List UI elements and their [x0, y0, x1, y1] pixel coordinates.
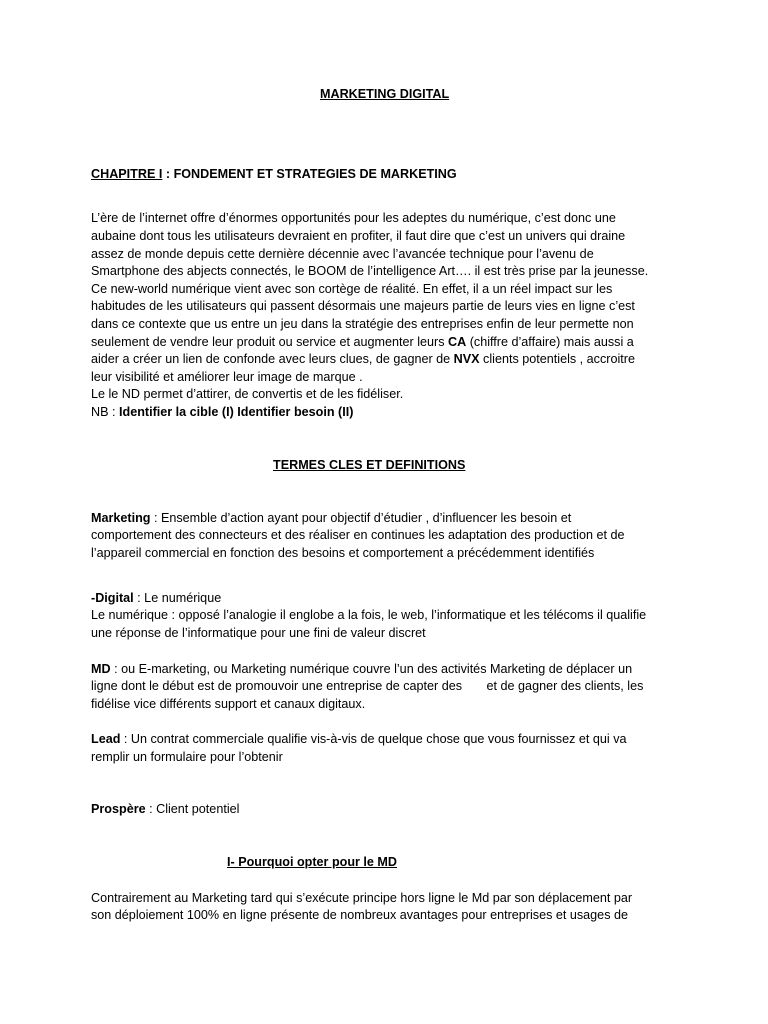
- md-def-line-2: ligne dont le début est de promouvoir une entreprise de capter des et de gagner des clients, les: [91, 679, 644, 693]
- chapter-label: CHAPITRE I: [91, 167, 163, 181]
- prospere-def-text: : Client potentiel: [145, 802, 240, 816]
- intro-line-9-text: aider a créer un lien de confonde avec leurs clues, de gagner de: [91, 352, 454, 366]
- chapter-title: : FONDEMENT ET STRATEGIES DE MARKETING: [162, 167, 457, 181]
- intro-line-4: Smartphone des abjects connectés, le BOOM de l’intelligence Art…. il est très prise par la jeunesse.: [91, 264, 649, 278]
- marketing-def-line-1: [91, 510, 571, 528]
- intro-line-6: habitudes de les utilisateurs qui passent désormais une majeurs partie de leurs vies en ligne c’est: [91, 299, 635, 313]
- intro-line-5: Ce new-world numérique vient avec son cortège de réalité. En effet, il a un réel impact sur les: [91, 282, 613, 296]
- chapter-heading: [91, 166, 457, 184]
- nb-label: NB :: [91, 405, 119, 419]
- digital-def-line-2: Le numérique : opposé l’analogie il englobe a la fois, le web, l’informatique et les télécoms il qualifie: [91, 608, 647, 622]
- intro-line-10: leur visibilité et améliorer leur image de marque .: [91, 370, 363, 384]
- lead-def-line-1: [91, 731, 627, 749]
- intro-line-9-rest: clients potentiels , accroitre: [479, 352, 635, 366]
- md-def-text: : ou E-marketing, ou Marketing numérique couvre l’un des activités Marketing de déplacer un: [110, 662, 633, 676]
- intro-line-3: assez de monde depuis cette dernière décennie avec l’avancée technique pour l’avenu de: [91, 247, 594, 261]
- md-def-line-1: [91, 661, 632, 679]
- intro-line-11: Le le ND permet d’attirer, de convertis et de les fidéliser.: [91, 387, 404, 401]
- digital-prefix: -: [91, 591, 96, 605]
- digital-term: Digital: [95, 591, 134, 605]
- marketing-def-text: : Ensemble d’action ayant pour objectif d’étudier , d’influencer les besoin et: [150, 511, 572, 525]
- nb-line: [91, 404, 353, 422]
- marketing-def-line-3: l’appareil commercial en fonction des besoins et comportement a précédemment identifiés: [91, 546, 595, 560]
- marketing-term: Marketing: [91, 511, 151, 525]
- digital-def-line-3: une réponse de l’informatique pour une fini de valeur discret: [91, 626, 426, 640]
- prospere-def-line: [91, 801, 239, 819]
- prospere-term: Prospère: [91, 802, 146, 816]
- intro-line-9: [91, 351, 635, 369]
- lead-def-line-2: remplir un formulaire pour l’obtenir: [91, 750, 283, 764]
- intro-line-1: L’ère de l’internet offre d’énormes opportunités pour les adeptes du numérique, c’est donc une: [91, 211, 616, 225]
- nb-text: Identifier la cible (I) Identifier besoin (II): [119, 405, 354, 419]
- lead-term: Lead: [91, 732, 121, 746]
- intro-line-8-rest: (chiffre d’affaire) mais aussi a: [466, 335, 634, 349]
- marketing-def-line-2: comportement des connecteurs et des réaliser en continues les adaptation des production et de: [91, 528, 625, 542]
- document-title: MARKETING DIGITAL: [320, 87, 450, 101]
- section-1-heading: I- Pourquoi opter pour le MD: [227, 855, 398, 869]
- closing-line-2: son déploiement 100% en ligne présente de nombreux avantages pour entreprises et usages de: [91, 908, 628, 922]
- intro-line-8: [91, 334, 634, 352]
- digital-def-line-1: [91, 590, 221, 608]
- nvx-term: NVX: [453, 352, 480, 366]
- intro-line-8-text: seulement de vendre leur produit ou service et augmenter leurs: [91, 335, 449, 349]
- intro-line-7: dans ce contexte que us entre un jeu dans la stratégie des entreprises enfin de leur permette non: [91, 317, 634, 331]
- closing-line-1: Contrairement au Marketing tard qui s’exécute principe hors ligne le Md par son déplacement par: [91, 891, 633, 905]
- md-def-line-3: fidélise vice différents support et canaux digitaux.: [91, 697, 366, 711]
- md-term: MD: [91, 662, 111, 676]
- intro-line-2: aubaine dont tous les utilisateurs devraient en profiter, il faut dire que c’est un univers qui draine: [91, 229, 626, 243]
- digital-def-text: : Le numérique: [133, 591, 222, 605]
- lead-def-text: : Un contrat commerciale qualifie vis-à-vis de quelque chose que vous fournissez et qui va: [120, 732, 627, 746]
- terms-heading: TERMES CLES ET DEFINITIONS: [273, 458, 466, 472]
- ca-term: CA: [448, 335, 467, 349]
